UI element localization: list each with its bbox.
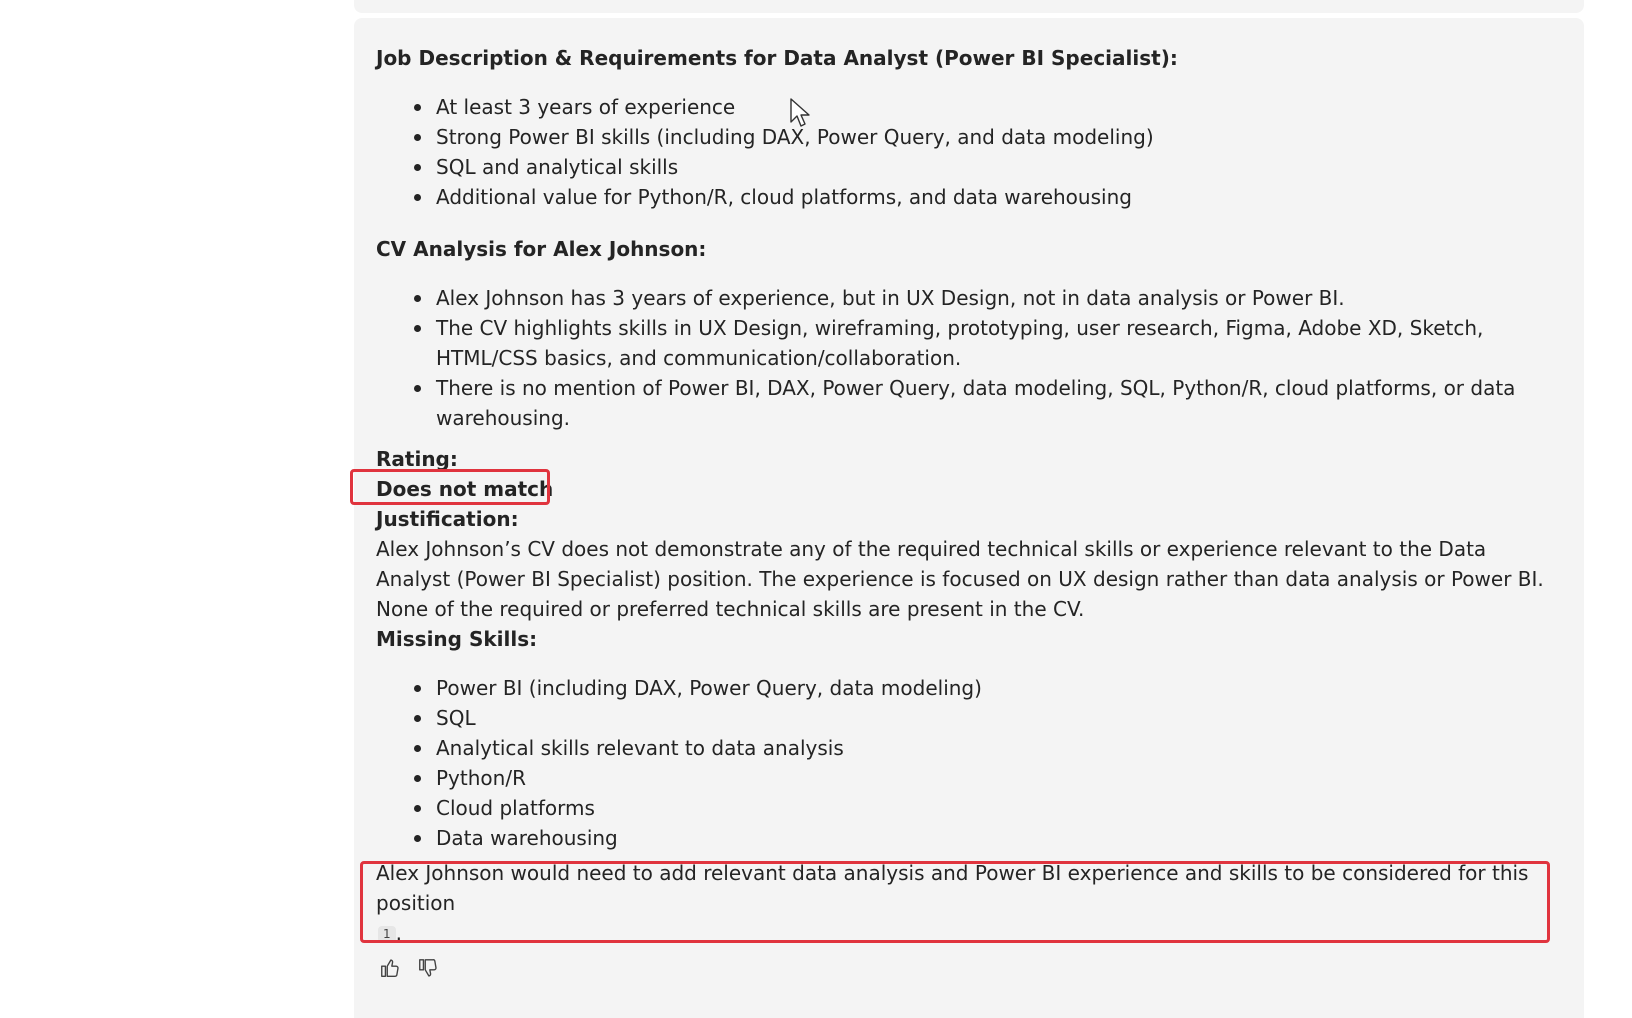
missing-skills-list — [376, 673, 1566, 853]
cv-heading: CV Analysis for Alex Johnson: — [376, 237, 707, 261]
thumbs-down-button[interactable] — [416, 956, 440, 980]
closing-period: . — [395, 921, 402, 945]
citation-badge[interactable]: 1 — [378, 926, 396, 943]
job-requirements-list — [376, 92, 1566, 212]
feedback-bar — [378, 956, 440, 980]
thumbs-up-icon — [379, 957, 401, 979]
rating-highlight-box — [350, 469, 550, 505]
rating-label: Rating: — [376, 447, 458, 471]
justification-label: Justification: — [376, 507, 519, 531]
assistant-message — [354, 18, 1584, 1018]
previous-message-card — [354, 0, 1584, 13]
list-item: SQL and analytical skills — [436, 152, 1566, 182]
closing-sentence: Alex Johnson would need to add relevant data analysis and Power BI experience and skills to be considered for this position — [376, 861, 1529, 915]
list-item: At least 3 years of experience — [436, 92, 1566, 122]
list-item: The CV highlights skills in UX Design, wireframing, prototyping, user research, Figma, Adobe XD, Sketch, HTML/CSS basics, and communication/collaboration. — [436, 313, 1566, 373]
justification-text: Alex Johnson’s CV does not demonstrate any of the required technical skills or experience relevant to the Data Analyst (Power BI Specialist) position. The experience is focused on UX design rather than data analysis or Power BI. None of the required or preferred technical skills are present in the CV. — [376, 537, 1544, 621]
closing-highlight-box — [360, 861, 1550, 943]
rating-value: Does not match — [376, 477, 554, 501]
list-item: Python/R — [436, 763, 1566, 793]
job-heading: Job Description & Requirements for Data Analyst (Power BI Specialist): — [376, 46, 1178, 70]
list-item: Data warehousing — [436, 823, 1566, 853]
list-item: There is no mention of Power BI, DAX, Power Query, data modeling, SQL, Python/R, cloud platforms, or data warehousing. — [436, 373, 1566, 433]
thumbs-up-button[interactable] — [378, 956, 402, 980]
list-item: Alex Johnson has 3 years of experience, but in UX Design, not in data analysis or Power BI. — [436, 283, 1566, 313]
list-item: Additional value for Python/R, cloud platforms, and data warehousing — [436, 182, 1566, 212]
missing-skills-label: Missing Skills: — [376, 627, 538, 651]
list-item: Power BI (including DAX, Power Query, data modeling) — [436, 673, 1566, 703]
list-item: Strong Power BI skills (including DAX, Power Query, and data modeling) — [436, 122, 1566, 152]
mouse-cursor-icon — [790, 98, 812, 128]
list-item: SQL — [436, 703, 1566, 733]
thumbs-down-icon — [417, 957, 439, 979]
list-item: Analytical skills relevant to data analysis — [436, 733, 1566, 763]
cv-points-list — [376, 283, 1566, 433]
list-item: Cloud platforms — [436, 793, 1566, 823]
